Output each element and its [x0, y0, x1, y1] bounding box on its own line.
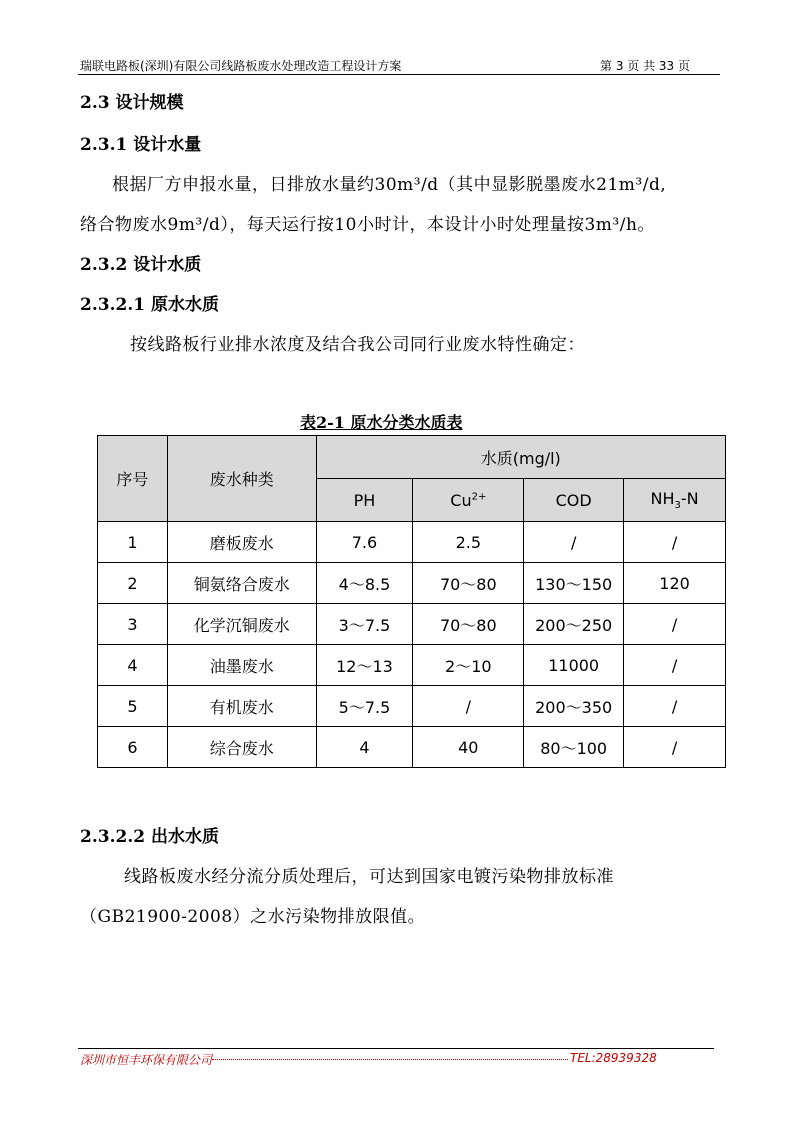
table-row [98, 604, 726, 645]
cell-cu: / [413, 686, 524, 727]
cell-cu: 40 [413, 727, 524, 768]
table-row [98, 727, 726, 768]
footer-company: 深圳市恒丰环保有限公司 [80, 1053, 213, 1067]
cu-label: Cu [450, 490, 472, 510]
paragraph-raw-water: 按线路板行业排水浓度及结合我公司同行业废水特性确定： [130, 335, 585, 355]
cell-type: 综合废水 [167, 727, 316, 768]
table-row [98, 686, 726, 727]
paragraph-water-volume-1: 根据厂方申报水量，日排放水量约30m³/d（其中显影脱墨废水21m³/d, [112, 175, 667, 195]
heading-2-3-1: 2.3.1 设计水量 [80, 135, 202, 155]
col-header-cod: COD [524, 479, 624, 522]
col-header-cu [413, 479, 524, 522]
cell-no: 5 [98, 686, 168, 727]
footer-rule [78, 1048, 714, 1049]
paragraph-effluent-1: 线路板废水经分流分质处理后，可达到国家电镀污染物排放标准 [124, 867, 614, 887]
cell-no: 1 [98, 522, 168, 563]
heading-2-3: 2.3 设计规模 [80, 93, 184, 113]
header-title: 瑞联电路板(深圳)有限公司线路板废水处理改造工程设计方案 [80, 59, 402, 73]
cell-cod: / [524, 522, 624, 563]
cell-cod: 80～100 [524, 727, 624, 768]
cell-nh3n: / [624, 522, 726, 563]
cell-ph: 3～7.5 [316, 604, 413, 645]
table-row [98, 563, 726, 604]
heading-2-3-2-1: 2.3.2.1 原水水质 [80, 295, 219, 315]
cu-superscript: 2+ [471, 491, 487, 503]
heading-2-3-2: 2.3.2 设计水质 [80, 255, 202, 275]
col-header-nh3n [624, 479, 726, 522]
col-header-no: 序号 [98, 436, 168, 522]
cell-nh3n: 120 [624, 563, 726, 604]
cell-no: 2 [98, 563, 168, 604]
raw-water-quality-table [97, 435, 726, 768]
paragraph-water-volume-2: 络合物废水9m³/d），每天运行按10小时计，本设计小时处理量按3m³/h。 [80, 215, 655, 235]
footer-phone: TEL:28939328 [570, 1051, 657, 1065]
cell-no: 3 [98, 604, 168, 645]
cell-ph: 7.6 [316, 522, 413, 563]
cell-type: 化学沉铜废水 [167, 604, 316, 645]
cell-cod: 11000 [524, 645, 624, 686]
cell-ph: 4 [316, 727, 413, 768]
nh3-suffix: -N [680, 488, 699, 508]
cell-ph: 4～8.5 [316, 563, 413, 604]
nh3-subscript: 3 [674, 500, 681, 512]
cell-cod: 200～350 [524, 686, 624, 727]
cell-type: 磨板废水 [167, 522, 316, 563]
page-number: 第 3 页 共 33 页 [600, 59, 690, 73]
footer-dot-leader [212, 1059, 568, 1060]
table-row [98, 522, 726, 563]
cell-cu: 2～10 [413, 645, 524, 686]
nh3-label: NH [650, 488, 675, 508]
cell-nh3n: / [624, 727, 726, 768]
col-header-ph: PH [316, 479, 413, 522]
table-row [98, 645, 726, 686]
col-header-type: 废水种类 [167, 436, 316, 522]
table-caption: 表2-1 原水分类水质表 [300, 413, 463, 432]
cell-cod: 200～250 [524, 604, 624, 645]
cell-cu: 70～80 [413, 563, 524, 604]
cell-no: 6 [98, 727, 168, 768]
cell-ph: 5～7.5 [316, 686, 413, 727]
cell-type: 有机废水 [167, 686, 316, 727]
paragraph-effluent-2: （GB21900-2008）之水污染物排放限值。 [80, 907, 426, 927]
header-rule [78, 74, 720, 75]
cell-cu: 2.5 [413, 522, 524, 563]
cell-nh3n: / [624, 686, 726, 727]
col-header-quality: 水质(mg/l) [316, 436, 725, 479]
cell-cod: 130～150 [524, 563, 624, 604]
cell-type: 油墨废水 [167, 645, 316, 686]
cell-cu: 70～80 [413, 604, 524, 645]
cell-nh3n: / [624, 645, 726, 686]
heading-2-3-2-2: 2.3.2.2 出水水质 [80, 827, 219, 847]
cell-type: 铜氨络合废水 [167, 563, 316, 604]
cell-no: 4 [98, 645, 168, 686]
cell-ph: 12～13 [316, 645, 413, 686]
cell-nh3n: / [624, 604, 726, 645]
